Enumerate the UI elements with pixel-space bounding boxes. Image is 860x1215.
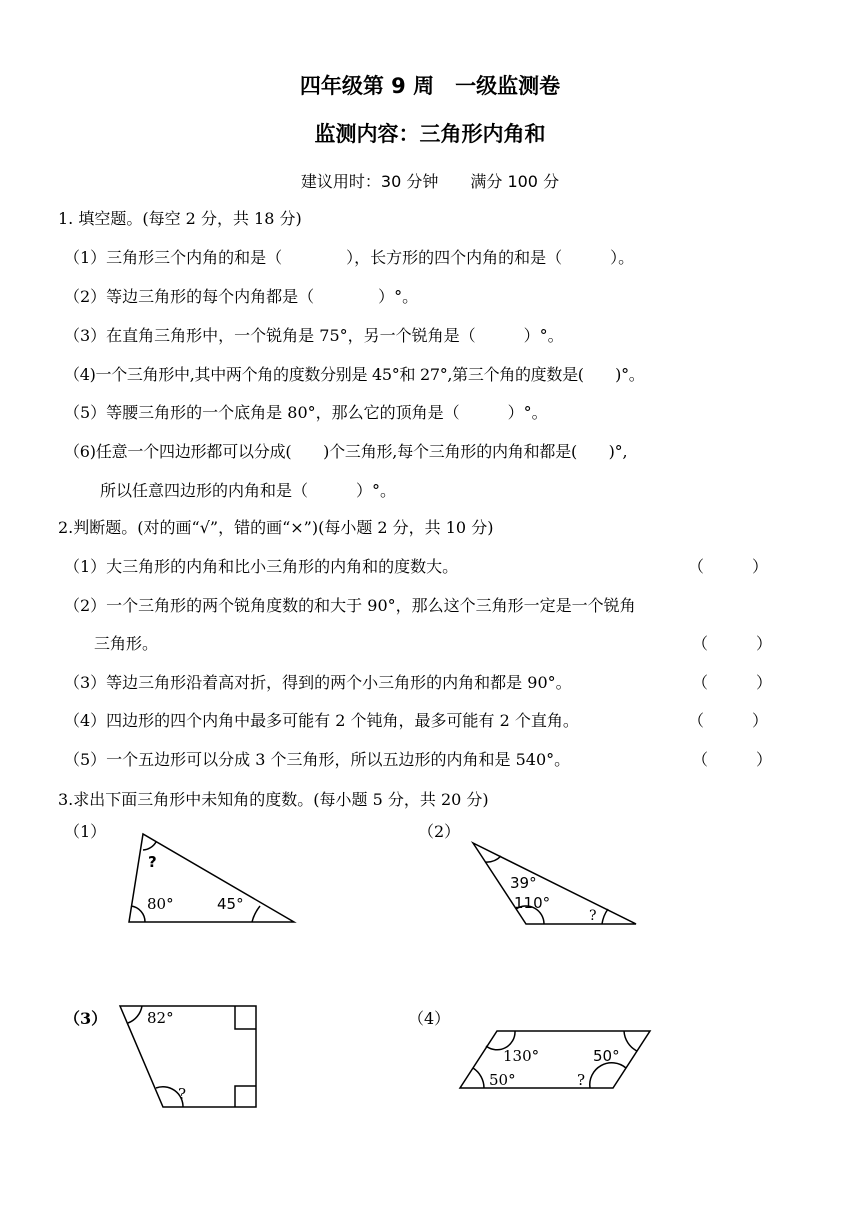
figure-1-angle-unknown: ?: [148, 853, 157, 871]
figure-2-label: （2）: [418, 822, 461, 841]
figure-3-right-angle-top: [235, 1006, 256, 1029]
judge-item-4: （4）四边形的四个内角中最多可能有 2 个钝角，最多可能有 2 个直角。: [64, 711, 579, 730]
figure-4-angle-50-bottom: 50°: [489, 1071, 516, 1089]
figure-4-bottom-left-arc: [473, 1068, 484, 1088]
fill-item-6: （6)任意一个四边形都可以分成( )个三角形,每个三角形的内角和都是( )°,: [64, 442, 628, 461]
figure-4-angle-130: 130°: [503, 1047, 540, 1065]
figure-1-right-arc: [252, 906, 260, 922]
figure-4-angle-50-top: 50°: [593, 1047, 620, 1065]
exam-meta: 建议用时：30 分钟 满分 100 分: [300, 172, 560, 191]
figure-1-top-arc: [143, 842, 156, 850]
page-title: 四年级第 9 周 一级监测卷: [299, 74, 561, 98]
figure-4-label: （4）: [408, 1009, 451, 1028]
judge-item-2-cont: 三角形。: [94, 634, 159, 653]
judge-answer-3[interactable]: （ ）: [692, 673, 773, 692]
fill-item-3: （3）在直角三角形中，一个锐角是 75°，另一个锐角是（ ）°。: [64, 326, 564, 345]
figure-1-label: （1）: [64, 822, 107, 841]
figure-3-top-left-arc: [128, 1006, 142, 1023]
judge-answer-1[interactable]: （ ）: [688, 557, 769, 576]
figure-3-label: （3）: [64, 1009, 108, 1028]
figure-1-angle-80: 80°: [147, 895, 174, 913]
section3-heading: 3.求出下面三角形中未知角的度数。(每小题 5 分，共 20 分): [58, 790, 489, 809]
fill-item-4: （4)一个三角形中,其中两个角的度数分别是 45°和 27°,第三个角的度数是( )°。: [64, 365, 645, 384]
figure-2-triangle: [473, 843, 636, 924]
figure-3-right-angle-bottom: [235, 1086, 256, 1107]
judge-item-5: （5）一个五边形可以分成 3 个三角形，所以五边形的内角和是 540°。: [64, 750, 571, 769]
figure-3-angle-unknown: ?: [178, 1085, 187, 1103]
figure-2-right-arc: [602, 909, 608, 924]
figure-4-angle-unknown: ?: [577, 1071, 586, 1089]
fill-item-1: （1）三角形三个内角的和是（ ），长方形的四个内角的和是（ ）。: [64, 248, 635, 267]
judge-item-3: （3）等边三角形沿着高对折，得到的两个小三角形的内角和都是 90°。: [64, 673, 572, 692]
fill-item-6-cont: 所以任意四边形的内角和是（ ）°。: [100, 481, 397, 500]
figure-2-angle-39: 39°: [510, 874, 537, 892]
figure-4-top-right-arc: [624, 1031, 637, 1051]
figure-2-top-arc: [485, 856, 501, 862]
page-subtitle: 监测内容：三角形内角和: [314, 122, 546, 146]
judge-item-2: （2）一个三角形的两个锐角度数的和大于 90°，那么这个三角形一定是一个锐角: [64, 596, 636, 615]
figure-2-angle-unknown: ?: [589, 908, 597, 924]
figure-1-left-arc: [131, 906, 145, 922]
judge-item-1: （1）大三角形的内角和比小三角形的内角和的度数大。: [64, 557, 459, 576]
section2-heading: 2.判断题。(对的画“√”，错的画“×”)(每小题 2 分，共 10 分): [58, 518, 494, 537]
section1-heading: 1. 填空题。(每空 2 分，共 18 分): [58, 209, 302, 228]
fill-item-2: （2）等边三角形的每个内角都是（ ）°。: [64, 287, 419, 306]
judge-answer-2[interactable]: （ ）: [692, 634, 773, 653]
judge-answer-5[interactable]: （ ）: [692, 750, 773, 769]
judge-answer-4[interactable]: （ ）: [688, 711, 769, 730]
figure-3-angle-82: 82°: [147, 1009, 174, 1027]
figure-2-angle-110: 110°: [514, 894, 551, 912]
fill-item-5: （5）等腰三角形的一个底角是 80°，那么它的顶角是（ ）°。: [64, 403, 548, 422]
figure-1-angle-45: 45°: [217, 895, 244, 913]
